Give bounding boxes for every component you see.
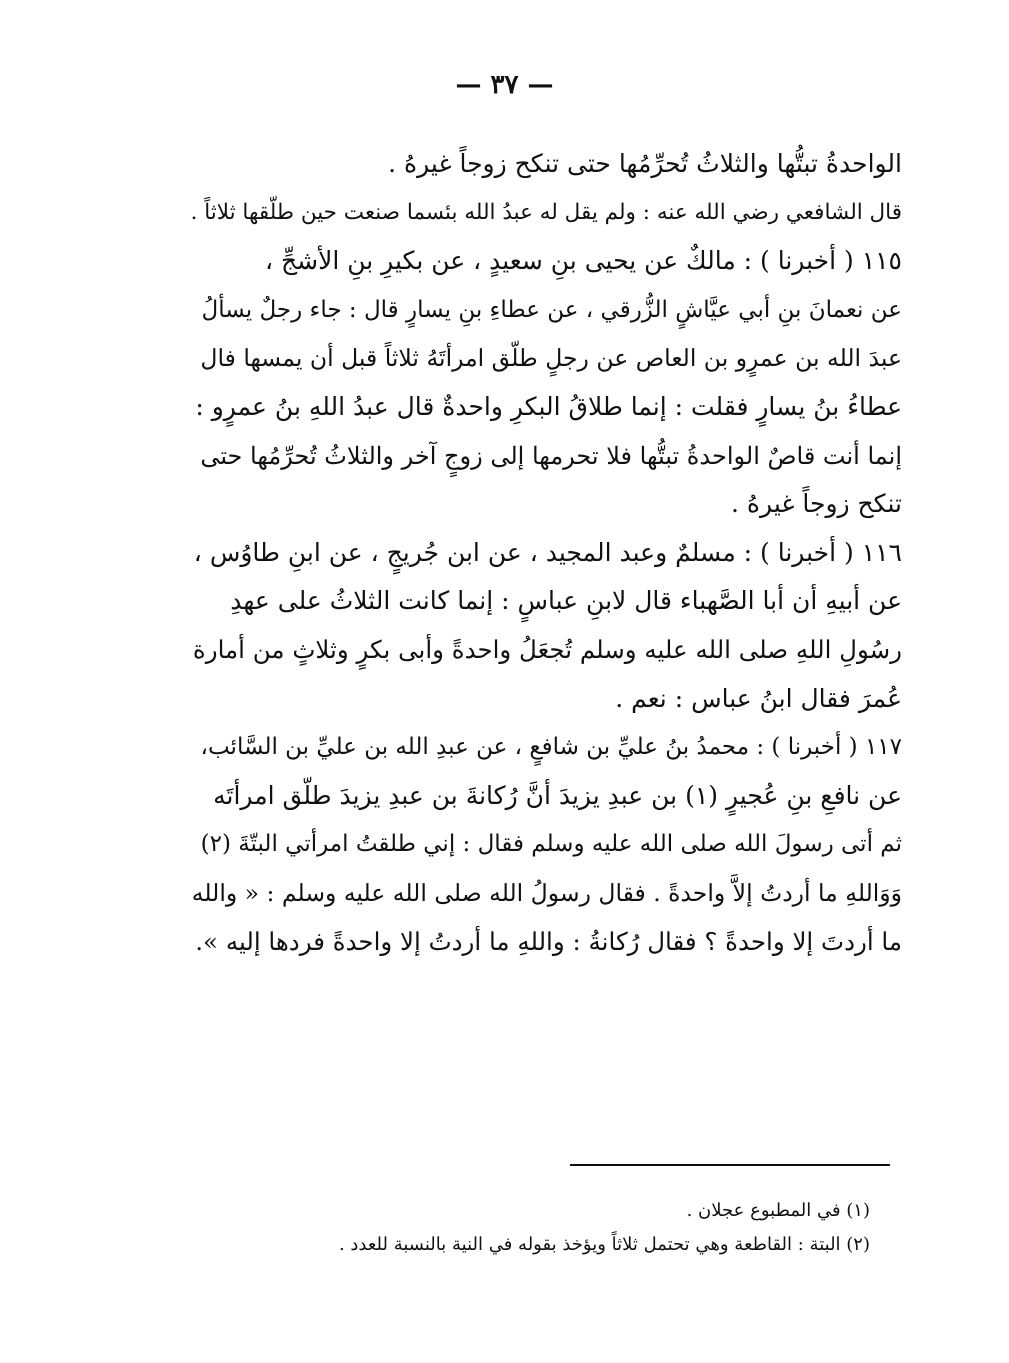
text-line: إنما أنت قاصٌ الواحدةُ تبتُّها فلا تحرمها إلى زوجٍ آخر والثلاثُ تُحرِّمُها حتى xyxy=(200,441,902,470)
body-text xyxy=(190,140,902,966)
footnote-divider xyxy=(570,1164,890,1166)
text-line: تنكح زوجاً غيرهُ . xyxy=(731,489,902,519)
text-line: قال الشافعي رضي الله عنه : ولم يقل له عبدُ الله بئسما صنعت حين طلّقها ثلاثاً . xyxy=(190,199,902,225)
footnotes xyxy=(190,1194,870,1262)
text-line: وَوَاللهِ ما أردتُ إلاَّ واحدةً . فقال رسولُ الله صلى الله عليه وسلم : « والله xyxy=(191,878,902,907)
text-line: عن نعمانَ بنِ أبي عيَّاشٍ الزُّرقي ، عن عطاءِ بنِ يسارٍ قال : جاء رجلٌ يسألُ xyxy=(201,296,902,323)
text-line: عن أبيهِ أن أبا الصَّهباء قال لابنِ عباسٍ : إنما كانت الثلاثُ على عهدِ xyxy=(230,586,902,616)
text-line: عُمرَ فقال ابنُ عباس : نعم . xyxy=(615,683,902,713)
text-line: الواحدةُ تبتُّها والثلاثُ تُحرِّمُها حتى تنكح زوجاً غيرهُ . xyxy=(388,149,902,178)
text-line: ١١٦ ( أخبرنا ) : مسلمٌ وعبد المجيد ، عن ابن جُريجٍ ، عن ابنِ طاوُس ، xyxy=(193,537,902,567)
text-line: عبدَ الله بن عمرٍو بن العاص عن رجلٍ طلّق امرأتَهُ ثلاثاً قبل أن يمسها فال xyxy=(200,344,902,373)
footnote-2: (٢) البتة : القاطعة وهي تحتمل ثلاثاً ويؤخذ بقوله في النية بالنسبة للعدد . xyxy=(338,1234,870,1255)
text-line: ١١٥ ( أخبرنا ) : مالكٌ عن يحيى بنِ سعيدٍ ، عن بكيرِ بنِ الأشجِّ ، xyxy=(265,246,902,276)
text-line: ثم أتى رسولَ الله صلى الله عليه وسلم فقال : إني طلقتُ امرأتي البتّةَ (٢) xyxy=(200,831,902,858)
text-line: عطاءُ بنُ يسارٍ فقلت : إنما طلاقُ البكرِ واحدةٌ قال عبدُ اللهِ بنُ عمرٍو : xyxy=(195,391,902,421)
footnote-1: (١) في المطبوع عجلان . xyxy=(686,1200,870,1221)
text-line: رسُولِ اللهِ صلى الله عليه وسلم تُجعَلُ واحدةً وأبى بكرٍ وثلاثٍ من أمارة xyxy=(192,634,902,664)
text-line: ما أردتَ إلا واحدةً ؟ فقال رُكانةُ : واللهِ ما أردتُ إلا واحدةً فردها إليه ». xyxy=(195,926,902,956)
text-line: عن نافعِ بنِ عُجيرٍ (١) بن عبدِ يزيدَ أنَّ رُكانةَ بن عبدِ يزيدَ طلّق امرأتَه xyxy=(213,780,902,810)
page-number: — ٣٧ — xyxy=(455,70,554,100)
text-line: ١١٧ ( أخبرنا ) : محمدُ بنُ عليِّ بن شافعٍ ، عن عبدِ الله بن عليِّ بن السَّائب، xyxy=(200,734,902,761)
